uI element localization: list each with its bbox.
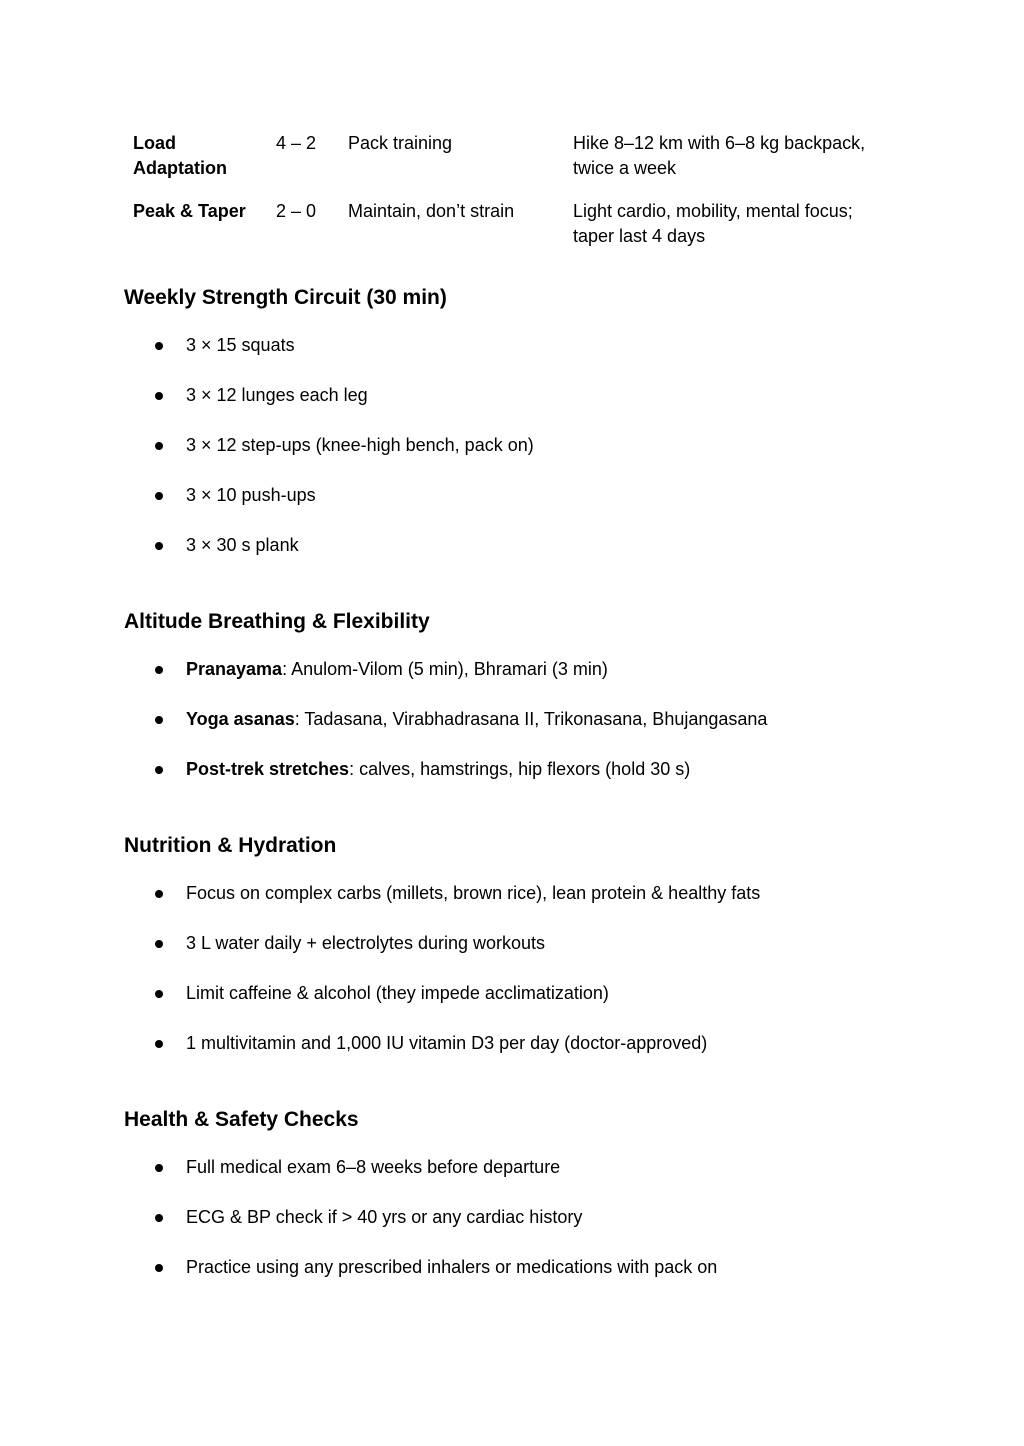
phase-cell: Load Adaptation — [133, 133, 227, 178]
bullet-icon — [155, 666, 163, 674]
bullet-icon — [155, 716, 163, 724]
list-item — [124, 931, 760, 956]
list-item — [124, 383, 534, 408]
bullet-icon — [155, 1040, 163, 1048]
bullet-icon — [155, 442, 163, 450]
list-item — [124, 433, 534, 458]
list-item — [124, 981, 760, 1006]
list-item-text: ECG & BP check if > 40 yrs or any cardiac history — [186, 1207, 583, 1227]
list-item-label: Post-trek stretches — [186, 759, 350, 779]
bullet-icon — [155, 392, 163, 400]
list-item — [124, 707, 767, 732]
breathing-list — [124, 657, 767, 807]
list-item — [124, 1155, 717, 1180]
bullet-icon — [155, 1214, 163, 1222]
health-list — [124, 1155, 717, 1305]
table-row — [124, 131, 900, 199]
bullet-icon — [155, 1164, 163, 1172]
bullet-icon — [155, 940, 163, 948]
list-item-text: 3 × 12 step-ups (knee-high bench, pack on) — [186, 435, 534, 455]
list-item-text: 3 × 10 push-ups — [186, 485, 316, 505]
list-item-text: 3 × 30 s plank — [186, 535, 299, 555]
list-item — [124, 533, 534, 558]
list-item-label: Pranayama — [186, 659, 283, 679]
list-item — [124, 1031, 760, 1056]
focus-cell: Pack training — [348, 133, 453, 153]
bullet-icon — [155, 766, 163, 774]
list-item-text: 3 × 12 lunges each leg — [186, 385, 368, 405]
strength-heading: Weekly Strength Circuit (30 min) — [124, 286, 447, 309]
breathing-heading: Altitude Breathing & Flexibility — [124, 610, 430, 633]
strength-list — [124, 333, 534, 583]
list-item-text: 3 L water daily + electrolytes during workouts — [186, 933, 546, 953]
list-item — [124, 757, 767, 782]
list-item-text: Practice using any prescribed inhalers or medications with pack on — [186, 1257, 718, 1277]
list-item-text: Focus on complex carbs (millets, brown rice), lean protein & healthy fats — [186, 883, 761, 903]
list-item-text: : calves, hamstrings, hip flexors (hold 30 s) — [349, 759, 691, 779]
list-item-text: : Anulom-Vilom (5 min), Bhramari (3 min) — [282, 659, 608, 679]
bullet-icon — [155, 542, 163, 550]
list-item — [124, 333, 534, 358]
list-item — [124, 881, 760, 906]
list-item-text: Limit caffeine & alcohol (they impede acclimatization) — [186, 983, 609, 1003]
table-row — [124, 199, 900, 267]
weeks-cell: 2 – 0 — [276, 201, 317, 221]
nutrition-list — [124, 881, 760, 1081]
list-item-label: Yoga asanas — [186, 709, 295, 729]
list-item-text: Full medical exam 6–8 weeks before departure — [186, 1157, 561, 1177]
details-cell: Hike 8–12 km with 6–8 kg backpack, twice a week — [573, 133, 866, 178]
details-cell: Light cardio, mobility, mental focus; taper last 4 days — [573, 201, 853, 246]
list-item-text: 3 × 15 squats — [186, 335, 295, 355]
phase-cell: Peak & Taper — [133, 201, 246, 221]
nutrition-heading: Nutrition & Hydration — [124, 834, 337, 857]
bullet-icon — [155, 492, 163, 500]
bullet-icon — [155, 990, 163, 998]
list-item — [124, 1205, 717, 1230]
list-item-text: 1 multivitamin and 1,000 IU vitamin D3 per day (doctor-approved) — [186, 1033, 708, 1053]
list-item — [124, 483, 534, 508]
training-phase-table — [124, 131, 900, 267]
bullet-icon — [155, 890, 163, 898]
list-item — [124, 1255, 717, 1280]
list-item-text: : Tadasana, Virabhadrasana II, Trikonasana, Bhujangasana — [294, 709, 768, 729]
bullet-icon — [155, 342, 163, 350]
weeks-cell: 4 – 2 — [276, 133, 317, 153]
list-item — [124, 657, 767, 682]
focus-cell: Maintain, don’t strain — [348, 201, 515, 221]
bullet-icon — [155, 1264, 163, 1272]
health-heading: Health & Safety Checks — [124, 1108, 359, 1131]
